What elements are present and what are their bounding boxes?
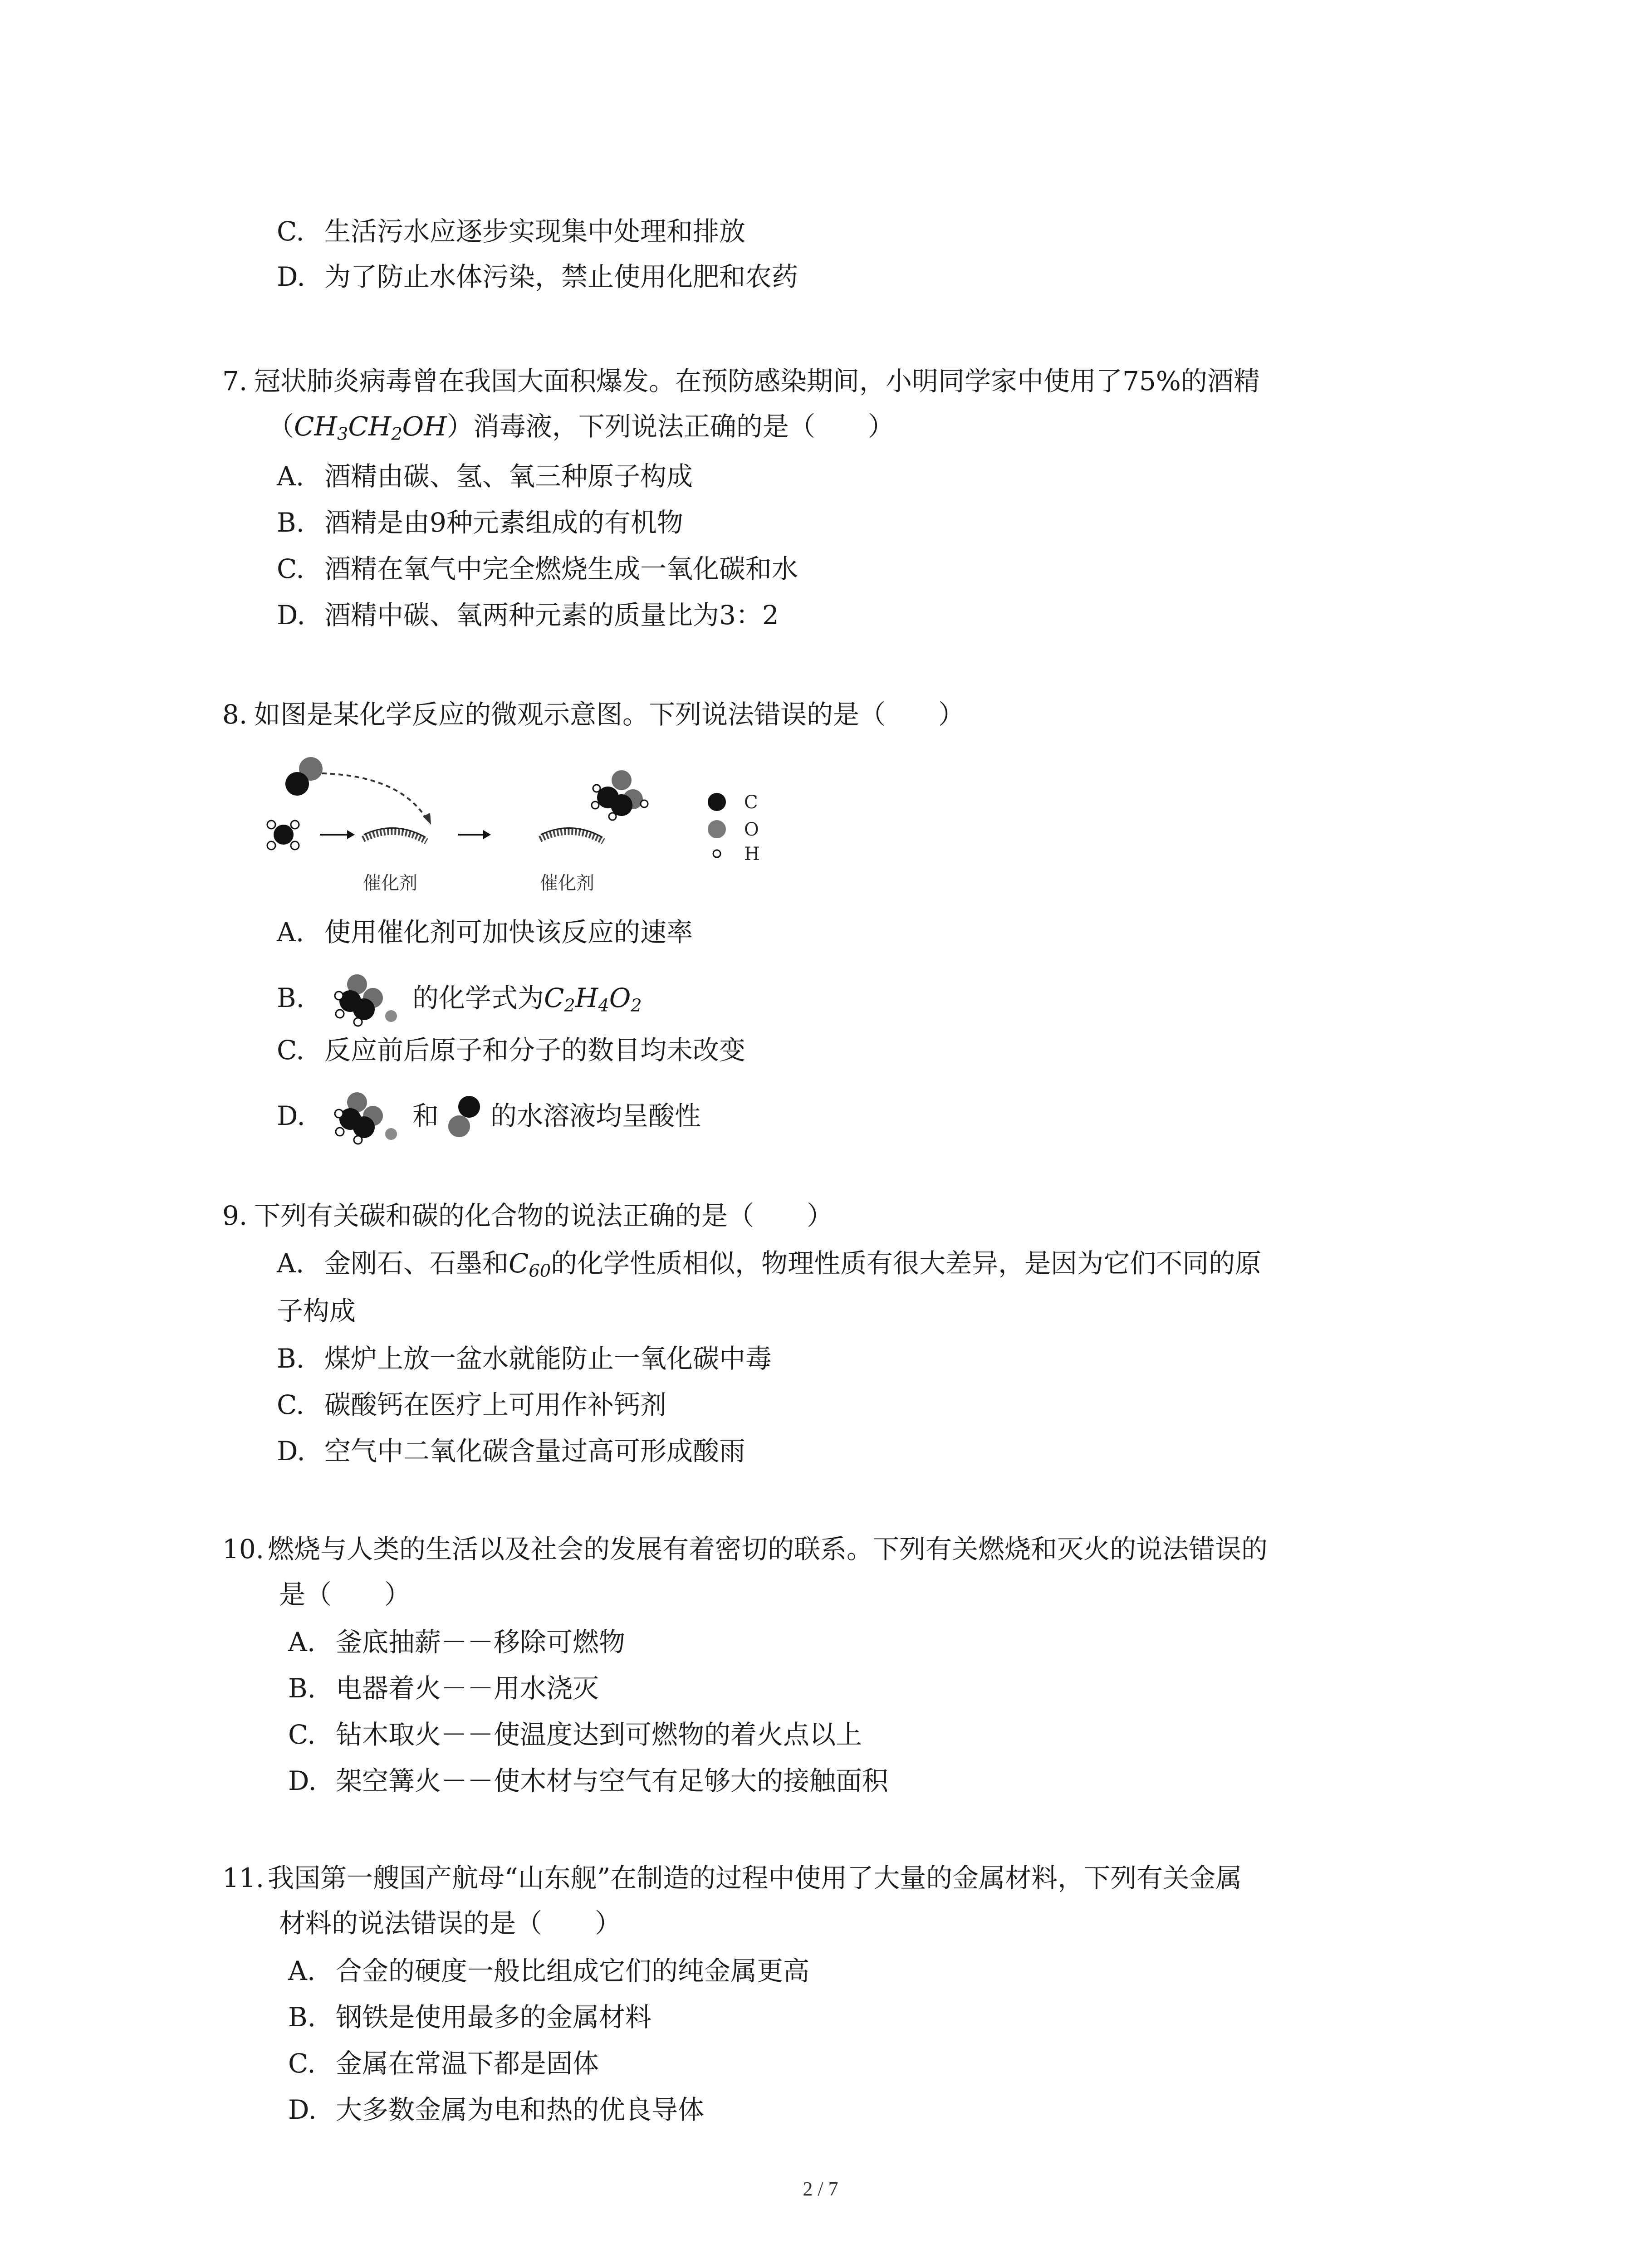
q8-reaction-diagram xyxy=(259,748,780,903)
prev-option-d: D. 为了防止水体污染，禁止使用化肥和农药 xyxy=(277,261,798,292)
svg-text:O: O xyxy=(744,819,759,840)
q7-stem-line1: 7. 冠状肺炎病毒曾在我国大面积爆发。在预防感染期间，小明同学家中使用了75%的酒精 xyxy=(222,366,1260,396)
arrow-1-head xyxy=(347,830,355,839)
q9-option-d: D. 空气中二氧化碳含量过高可形成酸雨 xyxy=(277,1436,746,1466)
co-molecule-icon xyxy=(444,1091,485,1145)
q8-stem: 8. 如图是某化学反应的微观示意图。下列说法错误的是（ ） xyxy=(222,699,965,730)
q9-option-a-cont: 子构成 xyxy=(277,1295,356,1326)
q9-option-a: A. 金刚石、石墨和$C_{60}$的化学性质相似，物理性质有很大差异，是因为它们不同的原 xyxy=(277,1248,1262,1281)
q9-stem: 9. 下列有关碳和碳的化合物的说法正确的是（ ） xyxy=(222,1200,833,1231)
q8-option-b: B. 的化学式为$C_2H_4O_2$ xyxy=(277,973,642,1027)
q11-option-c: C. 金属在常温下都是固体 xyxy=(288,2048,599,2079)
q10-stem-line2: 是（ ） xyxy=(279,1579,411,1610)
q10-option-a: A. 釜底抽薪－－移除可燃物 xyxy=(288,1627,626,1657)
co-molecule xyxy=(285,757,323,796)
q8-option-a: A. 使用催化剂可加快该反应的速率 xyxy=(277,917,693,948)
q11-option-a: A. 合金的硬度一般比组成它们的纯金属更高 xyxy=(288,1955,810,1986)
page-number: 2 / 7 xyxy=(803,2178,838,2200)
q11-stem-line1: 11. 我国第一艘国产航母“山东舰”在制造的过程中使用了大量的金属材料，下列有关金属 xyxy=(222,1862,1242,1893)
q7-option-b: B. 酒精是由9种元素组成的有机物 xyxy=(277,507,683,538)
methane-molecule xyxy=(267,821,299,850)
prev-option-c: C. 生活污水应逐步实现集中处理和排放 xyxy=(277,216,746,247)
q7-option-d: D. 酒精中碳、氧两种元素的质量比为3：2 xyxy=(277,600,779,631)
dashed-arrow xyxy=(322,773,426,819)
q9-option-c: C. 碳酸钙在医疗上可用作补钙剂 xyxy=(277,1389,667,1420)
q8-formula: $C_2H_4O_2$ xyxy=(544,982,642,1016)
q7-formula: $CH_3CH_2OH$ xyxy=(294,411,447,445)
catalyst-label-1: 催化剂 xyxy=(363,873,417,894)
legend xyxy=(708,792,760,865)
q7-option-a: A. 酒精由碳、氢、氧三种原子构成 xyxy=(277,461,693,492)
q9-formula: $C_{60}$ xyxy=(509,1248,551,1281)
acetic-acid-molecule-icon xyxy=(330,1091,407,1145)
q10-option-b: B. 电器着火－－用水浇灭 xyxy=(288,1673,599,1704)
q7-option-c: C. 酒精在氧气中完全燃烧生成一氧化碳和水 xyxy=(277,553,798,584)
q11-option-b: B. 钢铁是使用最多的金属材料 xyxy=(288,2002,652,2033)
acetic-acid-molecule-icon xyxy=(330,973,407,1027)
q11-stem-line2: 材料的说法错误的是（ ） xyxy=(279,1908,622,1939)
q10-stem-line1: 10. 燃烧与人类的生活以及社会的发展有着密切的联系。下列有关燃烧和灭火的说法错误的 xyxy=(222,1534,1268,1564)
q10-option-c: C. 钻木取火－－使温度达到可燃物的着火点以上 xyxy=(288,1719,862,1750)
svg-text:H: H xyxy=(744,844,760,865)
q8-option-c: C. 反应前后原子和分子的数目均未改变 xyxy=(277,1035,746,1066)
q11-option-d: D. 大多数金属为电和热的优良导体 xyxy=(288,2094,705,2125)
q9-option-b: B. 煤炉上放一盆水就能防止一氧化碳中毒 xyxy=(277,1343,772,1374)
arrow-2-head xyxy=(483,830,491,839)
q8-option-d: D. 和 的水溶液均呈酸性 xyxy=(277,1091,701,1145)
dashed-arrow-head xyxy=(423,813,431,825)
q7-stem-line2: $(CH_3CH_2OH)$消毒液，下列说法正确的是（ ） xyxy=(268,411,894,445)
acetic-acid-molecule xyxy=(592,770,648,820)
svg-text:C: C xyxy=(744,792,758,813)
q10-option-d: D. 架空篝火－－使木材与空气有足够大的接触面积 xyxy=(288,1765,889,1796)
catalyst-label-2: 催化剂 xyxy=(540,873,594,894)
